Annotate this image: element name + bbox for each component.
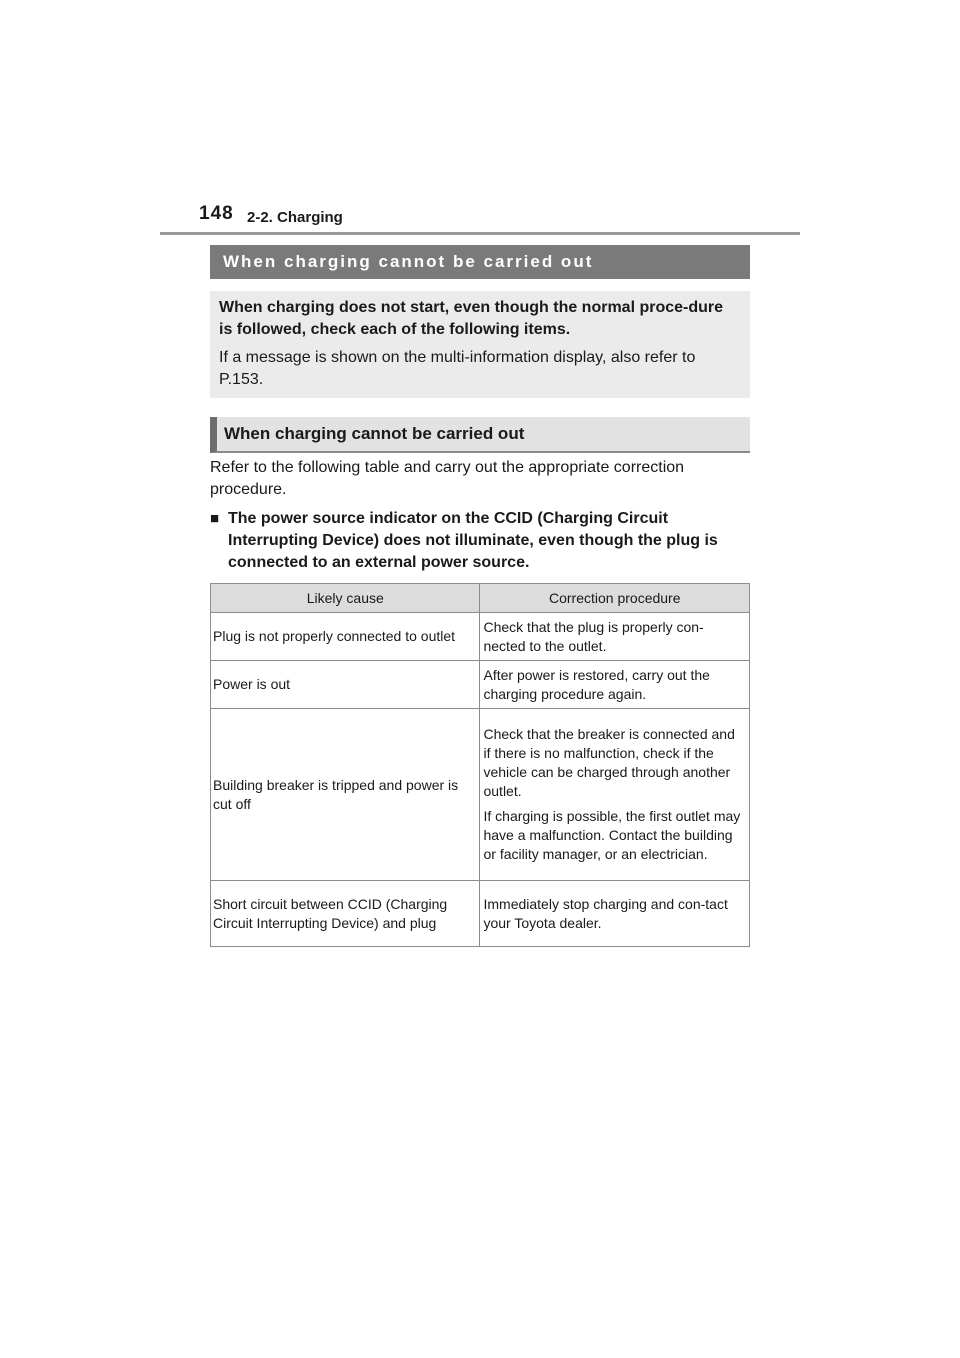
correction-cell (480, 881, 750, 947)
sub-heading (210, 417, 750, 453)
correction-text: If charging is possible, the first outlet may have a malfunction. Contact the building or facility manager, or an electrician. (483, 808, 741, 862)
table-header-row (211, 584, 750, 613)
square-bullet-icon: ■ (210, 510, 220, 527)
table-row (211, 881, 750, 947)
section-title: When charging cannot be carried out (223, 252, 594, 271)
bullet-text: The power source indicator on the CCID (Charging Circuit Interrupting Device) does not illuminate, even though the plug is connected to an external power source. (228, 510, 718, 571)
cause-cell: Short circuit between CCID (Charging Circuit Interrupting Device) and plug (211, 881, 480, 947)
intro-note: If a message is shown on the multi-information display, also refer to P.153. (219, 349, 696, 388)
column-header-cause: Likely cause (211, 584, 480, 613)
column-header-correction: Correction procedure (480, 584, 750, 613)
correction-cell (480, 709, 750, 881)
correction-cell (480, 661, 750, 709)
table-row (211, 709, 750, 881)
page-number: 148 (199, 203, 234, 224)
refer-paragraph: Refer to the following table and carry out the appropriate correction procedure. (210, 459, 685, 498)
section-title-bar (210, 245, 750, 279)
cause-cell: Building breaker is tripped and power is cut off (211, 709, 480, 881)
correction-text: Immediately stop charging and con-tact your Toyota dealer. (483, 895, 728, 931)
intro-lead: When charging does not start, even though the normal proce-dure is followed, check each of the following items. (219, 299, 724, 338)
header-divider (160, 232, 800, 235)
bullet-item (210, 508, 755, 574)
cause-cell: Plug is not properly connected to outlet (211, 613, 480, 661)
sub-heading-title: When charging cannot be carried out (224, 424, 525, 443)
troubleshooting-table (210, 583, 750, 947)
correction-text: After power is restored, carry out the charging procedure again. (483, 666, 710, 702)
correction-cell (480, 613, 750, 661)
correction-text: Check that the plug is properly con-nected to the outlet. (483, 618, 704, 654)
section-label: 2-2. Charging (247, 209, 343, 226)
intro-box (210, 291, 750, 398)
table-row (211, 613, 750, 661)
table-row (211, 661, 750, 709)
correction-text: Check that the breaker is connected and if there is no malfunction, check if the vehicle can be charged through another outlet. (483, 726, 735, 799)
cause-cell: Power is out (211, 661, 480, 709)
